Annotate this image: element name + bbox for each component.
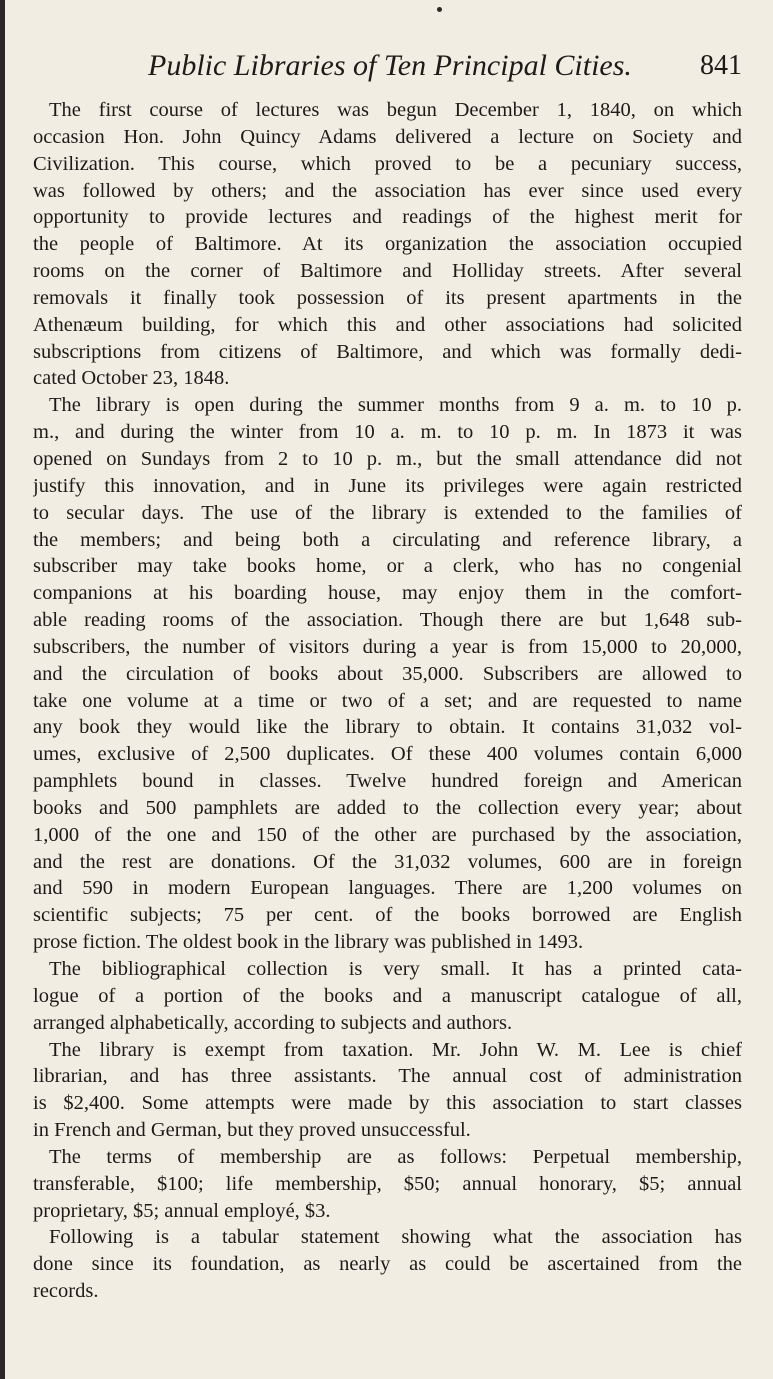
text-line: justify this innovation, and in June its privileges were again restricted bbox=[33, 474, 742, 497]
text-line: arranged alphabetically, according to subjects and authors. bbox=[33, 1011, 513, 1034]
text-line: proprietary, $5; annual employé, $3. bbox=[33, 1199, 331, 1222]
text-line: occasion Hon. John Quincy Adams delivered a lecture on Society and bbox=[33, 125, 742, 148]
text-line: subscriber may take books home, or a clerk, who has no congenial bbox=[33, 555, 742, 578]
text-line: and the circulation of books about 35,000. Subscribers are allowed to bbox=[33, 662, 742, 685]
text-line: books and 500 pamphlets are added to the collection every year; about bbox=[33, 796, 742, 819]
body-text bbox=[33, 97, 742, 1305]
text-line: scientific subjects; 75 per cent. of the books borrowed are English bbox=[33, 904, 742, 927]
text-line: logue of a portion of the books and a manuscript catalogue of all, bbox=[33, 984, 742, 1007]
paragraph bbox=[33, 1037, 742, 1144]
text-line: and the rest are donations. Of the 31,032 volumes, 600 are in foreign bbox=[33, 850, 742, 873]
text-line: The library is open during the summer months from 9 a. m. to 10 p. bbox=[49, 394, 742, 417]
text-line: opened on Sundays from 2 to 10 p. m., but the small attendance did not bbox=[33, 447, 742, 470]
text-line: rooms on the corner of Baltimore and Holliday streets. After several bbox=[33, 260, 742, 283]
text-line: cated October 23, 1848. bbox=[33, 367, 230, 390]
text-line: was followed by others; and the association has ever since used every bbox=[33, 179, 742, 202]
text-line: records. bbox=[33, 1280, 99, 1303]
text-line: the people of Baltimore. At its organization the association occupied bbox=[33, 233, 742, 256]
paragraph bbox=[33, 97, 742, 392]
text-line: Athenæum building, for which this and other associations had solicited bbox=[33, 313, 742, 336]
page-number: 841 bbox=[700, 50, 742, 81]
text-line: Following is a tabular statement showing what the association has bbox=[49, 1226, 742, 1249]
running-title: Public Libraries of Ten Principal Cities. bbox=[148, 49, 632, 82]
text-line: in French and German, but they proved unsuccessful. bbox=[33, 1119, 471, 1142]
text-line: m., and during the winter from 10 a. m. to 10 p. m. In 1873 it was bbox=[33, 421, 742, 444]
text-line: Civilization. This course, which proved to be a pecuniary success, bbox=[33, 152, 742, 175]
paragraph bbox=[33, 392, 742, 956]
text-line: librarian, and has three assistants. The annual cost of administration bbox=[33, 1065, 742, 1088]
text-line: take one volume at a time or two of a set; and are requested to name bbox=[33, 689, 742, 712]
text-line: umes, exclusive of 2,500 duplicates. Of these 400 volumes contain 6,000 bbox=[33, 743, 742, 766]
paragraph bbox=[33, 1224, 742, 1305]
text-line: companions at his boarding house, may enjoy them in the comfort- bbox=[33, 582, 742, 605]
text-line: the members; and being both a circulating and reference library, a bbox=[33, 528, 742, 551]
text-line: 1,000 of the one and 150 of the other are purchased by the association, bbox=[33, 823, 742, 846]
text-line: able reading rooms of the association. Though there are but 1,648 sub- bbox=[33, 609, 742, 632]
text-line: opportunity to provide lectures and readings of the highest merit for bbox=[33, 206, 742, 229]
text-line: prose fiction. The oldest book in the library was published in 1493. bbox=[33, 931, 584, 954]
text-line: to secular days. The use of the library is extended to the families of bbox=[33, 501, 742, 524]
text-line: is $2,400. Some attempts were made by this association to start classes bbox=[33, 1092, 742, 1115]
text-line: any book they would like the library to obtain. It contains 31,032 vol- bbox=[33, 716, 742, 739]
text-line: and 590 in modern European languages. There are 1,200 volumes on bbox=[33, 877, 742, 900]
text-line: pamphlets bound in classes. Twelve hundred foreign and American bbox=[33, 770, 742, 793]
text-line: transferable, $100; life membership, $50; annual honorary, $5; annual bbox=[33, 1172, 742, 1195]
text-line: The first course of lectures was begun December 1, 1840, on which bbox=[49, 99, 742, 121]
paragraph bbox=[33, 1144, 742, 1225]
text-line: The terms of membership are as follows: Perpetual membership, bbox=[49, 1145, 742, 1168]
text-line: The library is exempt from taxation. Mr. John W. M. Lee is chief bbox=[49, 1038, 742, 1061]
text-line: subscribers, the number of visitors during a year is from 15,000 to 20,000, bbox=[33, 635, 742, 658]
page-left-edge bbox=[0, 0, 5, 1379]
page-header bbox=[148, 48, 742, 84]
text-line: The bibliographical collection is very small. It has a printed cata- bbox=[49, 958, 742, 980]
text-line: subscriptions from citizens of Baltimore, and which was formally dedi- bbox=[33, 340, 742, 363]
ink-speck bbox=[437, 7, 442, 12]
text-line: removals it finally took possession of its present apartments in the bbox=[33, 286, 742, 309]
paragraph bbox=[33, 956, 742, 1037]
text-line: done since its foundation, as nearly as could be ascertained from the bbox=[33, 1253, 742, 1276]
